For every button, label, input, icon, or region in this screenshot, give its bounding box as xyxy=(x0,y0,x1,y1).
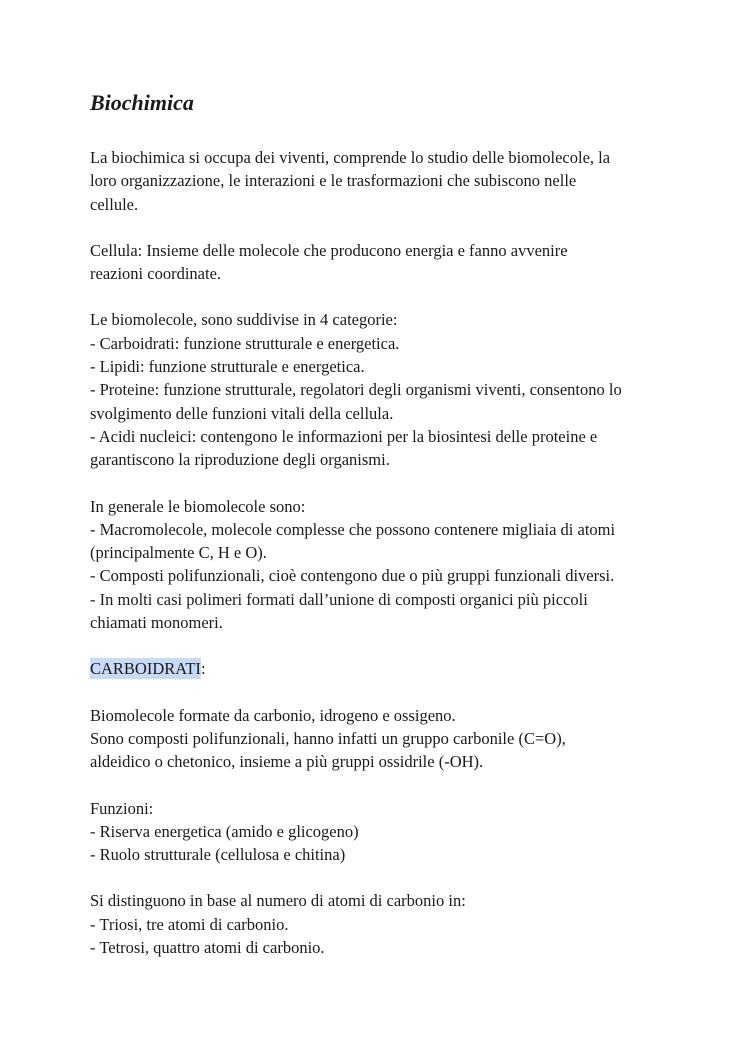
list-item-continuation: garantiscono la riproduzione degli organismi. xyxy=(90,450,390,470)
text-line: loro organizzazione, le interazioni e le trasformazioni che subiscono nelle xyxy=(90,171,577,191)
funzioni-list xyxy=(90,797,670,867)
categorie-list xyxy=(90,308,670,471)
list-item: - Carboidrati: funzione strutturale e energetica. xyxy=(90,333,400,353)
list-item: - Acidi nucleici: contengono le informazioni per la biosintesi delle proteine e xyxy=(90,426,598,446)
list-item-continuation: (principalmente C, H e O). xyxy=(90,543,267,563)
list-item: - Macromolecole, molecole complesse che possono contenere migliaia di atomi xyxy=(90,519,616,539)
generale-list xyxy=(90,495,670,635)
list-item: - Proteine: funzione strutturale, regolatori degli organismi viventi, consentono lo xyxy=(90,380,622,400)
heading-colon: : xyxy=(200,659,206,679)
list-item: - Ruolo strutturale (cellulosa e chitina) xyxy=(90,845,346,865)
list-intro: Si distinguono in base al numero di atomi di carbonio in: xyxy=(90,891,466,911)
list-item: - Tetrosi, quattro atomi di carbonio. xyxy=(90,938,325,958)
intro-paragraph xyxy=(90,146,670,216)
list-intro: Funzioni: xyxy=(90,798,154,818)
text-line: aldeidico o chetonico, insieme a più gruppi ossidrile (-OH). xyxy=(90,752,484,772)
list-intro: Le biomolecole, sono suddivise in 4 categorie: xyxy=(90,310,398,330)
list-item: - Composti polifunzionali, cioè contengono due o più gruppi funzionali diversi. xyxy=(90,566,615,586)
carboidrati-heading xyxy=(90,657,670,680)
list-intro: In generale le biomolecole sono: xyxy=(90,496,306,516)
document-page xyxy=(90,88,670,982)
list-item-continuation: svolgimento delle funzioni vitali della cellula. xyxy=(90,403,394,423)
cellula-paragraph xyxy=(90,239,670,286)
text-line: Biomolecole formate da carbonio, idrogeno e ossigeno. xyxy=(90,705,456,725)
document-title: Biochimica xyxy=(90,90,194,115)
list-item: - Triosi, tre atomi di carbonio. xyxy=(90,914,289,934)
text-line: Cellula: Insieme delle molecole che producono energia e fanno avvenire xyxy=(90,240,568,260)
list-item: - In molti casi polimeri formati dall’unione di composti organici più piccoli xyxy=(90,589,588,609)
text-line: reazioni coordinate. xyxy=(90,264,222,284)
list-item: - Lipidi: funzione strutturale e energetica. xyxy=(90,357,365,377)
list-item: - Riserva energetica (amido e glicogeno) xyxy=(90,821,359,841)
highlighted-heading-text: CARBOIDRATI xyxy=(90,659,201,679)
text-line: Sono composti polifunzionali, hanno infatti un gruppo carbonile (C=O), xyxy=(90,728,566,748)
distinguono-list xyxy=(90,889,670,959)
text-line: cellule. xyxy=(90,194,139,214)
text-line: La biochimica si occupa dei viventi, comprende lo studio delle biomolecole, la xyxy=(90,148,611,167)
carboidrati-description xyxy=(90,704,670,774)
list-item-continuation: chiamati monomeri. xyxy=(90,613,223,633)
